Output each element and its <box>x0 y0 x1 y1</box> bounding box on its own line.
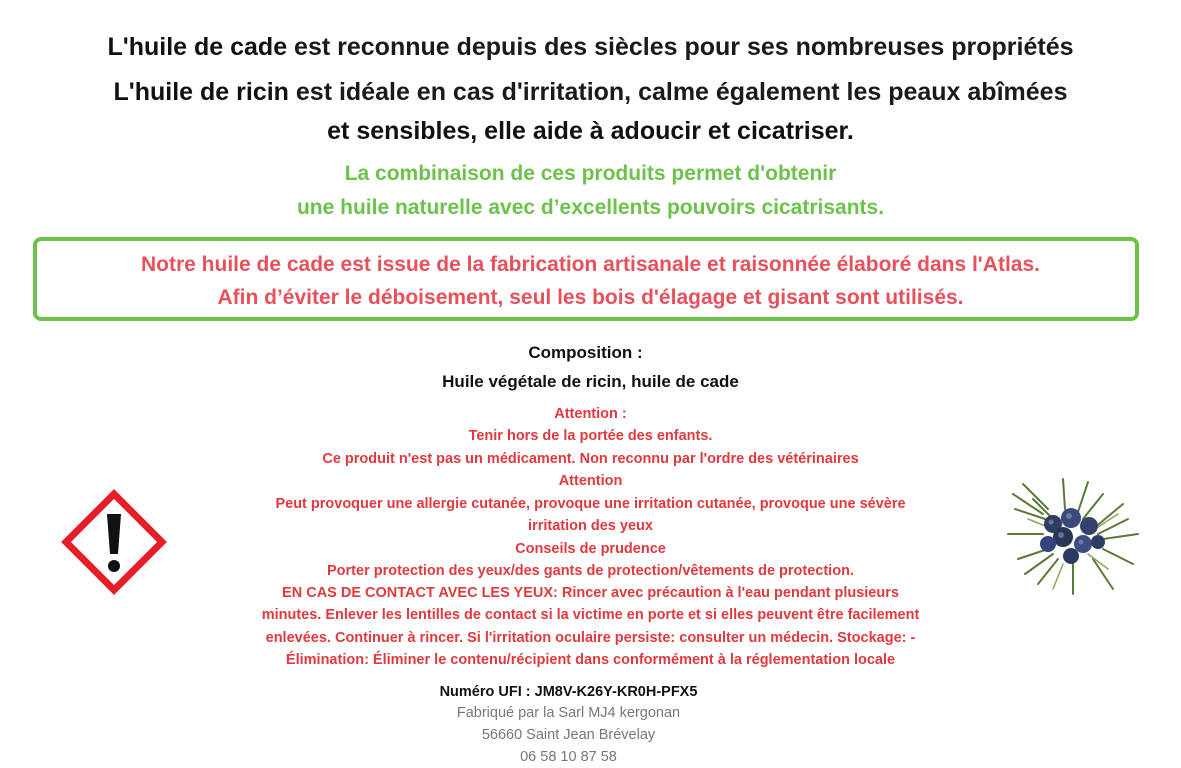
intro-line-3: et sensibles, elle aide à adoucir et cicatriser. <box>327 117 854 145</box>
composition-title: Composition : <box>528 343 643 362</box>
warning-line: Tenir hors de la portée des enfants. <box>468 428 713 444</box>
origin-line-2: Afin d’éviter le déboisement, seul les bois d'élagage et gisant sont utilisés. <box>217 286 964 309</box>
warning-line: irritation des yeux <box>528 518 653 534</box>
warning-line: Peut provoquer une allergie cutanée, provoque une irritation cutanée, provoque une sévère <box>275 496 906 512</box>
maker-city: 56660 Saint Jean Brévelay <box>481 727 656 743</box>
warning-line: Attention : <box>554 406 627 422</box>
intro-line-2 <box>0 78 1181 107</box>
exclamation-hazard-pictogram-icon <box>60 488 168 596</box>
intro-line-1 <box>0 33 1181 62</box>
warning-line: minutes. Enlever les lentilles de contact si la victime en porte et si elles peuvent être facilement <box>261 607 920 623</box>
composition-text: Huile végétale de ricin, huile de cade <box>442 372 739 391</box>
warning-line: Ce produit n'est pas un médicament. Non reconnu par l'ordre des vétérinaires <box>322 451 859 467</box>
warning-line: enlevées. Continuer à rincer. Si l'irritation oculaire persiste: consulter un médecin. Stockage: - <box>265 630 916 646</box>
maker-phone: 06 58 10 87 58 <box>520 749 617 765</box>
warning-line: Conseils de prudence <box>515 541 666 557</box>
intro-cade-name: L'huile de cade <box>107 33 288 61</box>
maker-name: Fabriqué par la Sarl MJ4 kergonan <box>456 705 681 721</box>
intro-ricin-text: est idéale en cas d'irritation, calme également les peaux abîmées <box>288 78 1068 106</box>
ufi-number: Numéro UFI : JM8V-K26Y-KR0H-PFX5 <box>439 684 698 700</box>
warning-line: Attention <box>558 473 623 489</box>
warning-line: EN CAS DE CONTACT AVEC LES YEUX: Rincer avec précaution à l'eau pendant plusieurs <box>282 585 899 601</box>
warning-line: Élimination: Éliminer le contenu/récipient dans conformément à la réglementation locale <box>285 652 896 668</box>
warning-line: Porter protection des yeux/des gants de protection/vêtements de protection. <box>327 563 854 579</box>
juniper-berries-icon <box>1003 474 1148 599</box>
intro-ricin-name: L'huile de ricin <box>113 78 289 106</box>
combination-line-1: La combinaison de ces produits permet d'obtenir <box>344 162 837 185</box>
combination-line-2: une huile naturelle avec d’excellents pouvoirs cicatrisants. <box>296 196 885 219</box>
intro-cade-text: est reconnue depuis des siècles pour ses nombreuses propriétés <box>287 33 1074 61</box>
origin-line-1: Notre huile de cade est issue de la fabrication artisanale et raisonnée élaboré dans l'Atlas. <box>141 253 1040 276</box>
